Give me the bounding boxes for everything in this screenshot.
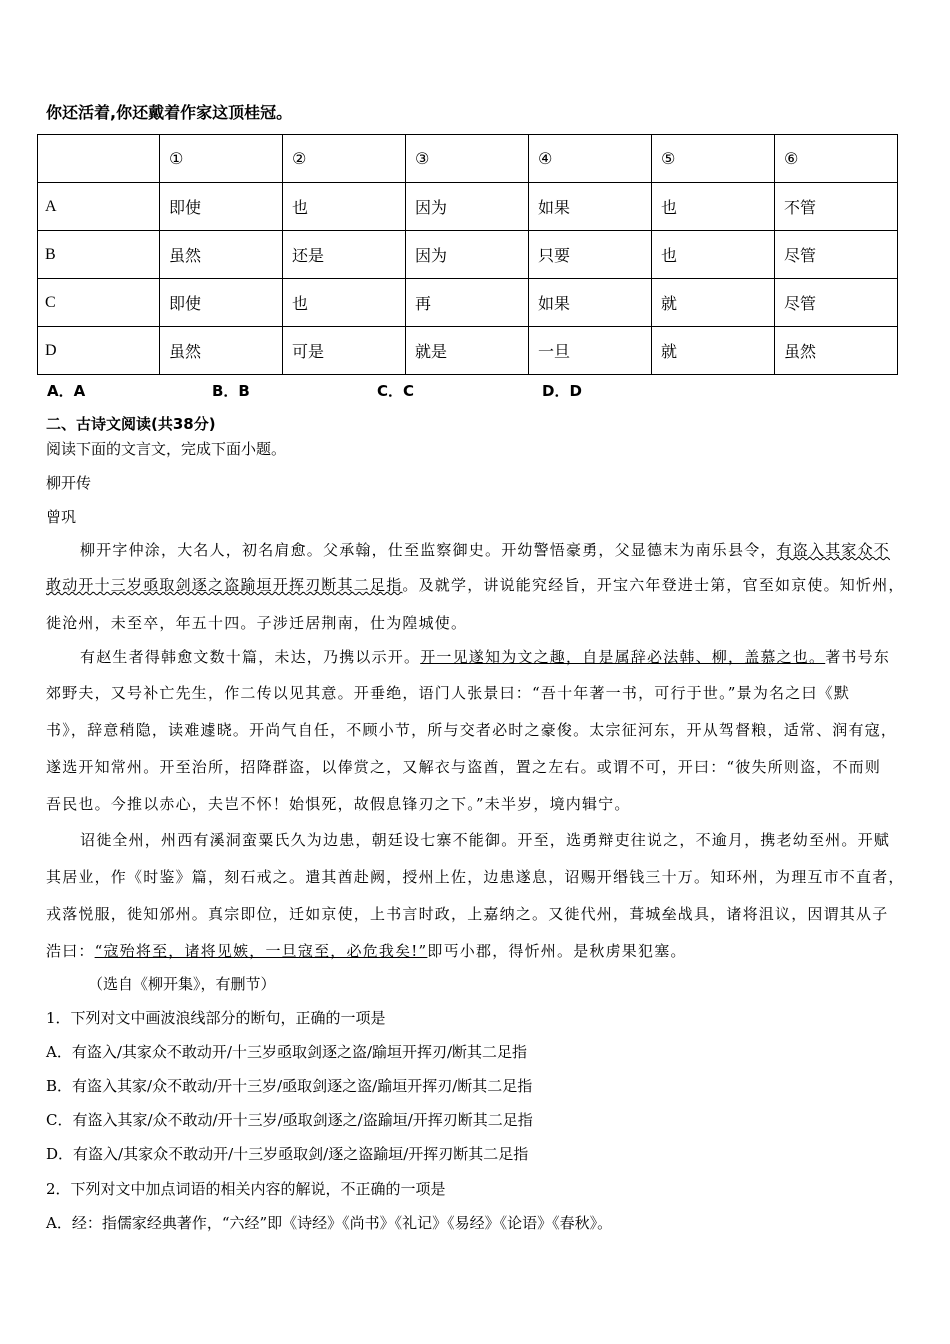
article-author: 曾巩 [46,508,77,526]
answer-choice-b: B．B [212,382,250,400]
source-note: （选自《柳开集》，有删节） [88,975,276,993]
table-row [38,279,898,327]
table-cell: ② [283,135,406,183]
paragraph-line: 诏徙全州，州西有溪洞蛮粟氏久为边患，朝廷设七寨不能御。开至，选勇辩吏往说之，不逾月，携老幼至州。开赋 [80,831,891,849]
table-cell: 再 [406,279,529,327]
paragraph-line: 徙沧州，未至卒，年五十四。子涉迁居荆南，仕为隍城使。 [46,614,468,632]
options-table [37,134,898,375]
table-cell: 一旦 [529,327,652,375]
table-cell: 也 [652,183,775,231]
table-cell: 尽管 [775,231,898,279]
underlined-text: 开一见遂知为文之趣，自是属辞必法韩、柳，盖慕之也。 [420,648,826,666]
question-1-option-a: A．有盗入/其家众不敢动开/十三岁亟取剑逐之盗/踰垣开挥刃/断其二足指 [46,1043,528,1061]
paragraph-line [46,940,687,962]
question-1-option-c: C．有盗入其家/众不敢动/开十三岁/亟取剑逐之/盗踰垣/开挥刃断其二足指 [46,1111,533,1129]
table-cell: 可是 [283,327,406,375]
paragraph-line: 遂选开知常州。开至治所，招降群盗，以俸赏之，又解衣与盗酋，置之左右。或谓不可，开曰：“彼失所则盗，不而则 [46,758,882,776]
paragraph-line: 戎落悦服，徙知邠州。真宗即位，迁如京使，上书言时政，上嘉纳之。又徙代州，葺城垒战具，诸将沮议，因谓其从子 [46,905,889,923]
table-cell: 虽然 [160,327,283,375]
row-label: D [38,327,160,375]
text-span: 。及就学，讲说能究经旨，开宝六年登进士第，官至如京使。知忻州， [402,576,905,594]
text-span: 有赵生者得韩愈文数十篇，未达，乃携以示开。 [80,648,421,666]
paragraph-line: 其居业，作《时鉴》篇，刻石戒之。遣其酋赴阙，授州上佐，边患遂息，诏赐开缗钱三十万。知环州，为理互市不直者， [46,868,905,886]
table-cell: 如果 [529,183,652,231]
article-title: 柳开传 [46,474,92,492]
table-cell: 就 [652,327,775,375]
table-cell: 因为 [406,231,529,279]
table-cell: 还是 [283,231,406,279]
table-cell: ③ [406,135,529,183]
table-row [38,327,898,375]
paragraph-line [80,539,890,561]
table-cell: ① [160,135,283,183]
table-cell: 虽然 [160,231,283,279]
table-cell: ⑤ [652,135,775,183]
row-label: B [38,231,160,279]
table-cell: 即使 [160,183,283,231]
table-row [38,183,898,231]
table-cell: 虽然 [775,327,898,375]
instruction: 阅读下面的文言文，完成下面小题。 [46,440,287,458]
paragraph-line [80,646,890,668]
text-span: 浩曰： [46,942,95,960]
table-header-row [38,135,898,183]
text-span: 即丐小郡，得忻州。是秋虏果犯塞。 [427,942,687,960]
question-1-option-d: D．有盗入/其家众不敢动开/十三岁亟取剑/逐之盗踰垣/开挥刃断其二足指 [46,1145,529,1163]
table-cell: 尽管 [775,279,898,327]
wavy-underline-text: 敢动开十三岁亟取剑逐之盗踰垣开挥刃断其二足指 [46,576,403,594]
table-cell: ⑥ [775,135,898,183]
intro-line: 你还活着,你还戴着作家这顶桂冠。 [46,103,293,122]
question-1-stem: 1．下列对文中画波浪线部分的断句，正确的一项是 [46,1009,386,1027]
table-cell: 只要 [529,231,652,279]
question-2-option-a: A．经：指儒家经典著作，“六经”即《诗经》《尚书》《礼记》《易经》《论语》《春秋》。 [46,1214,613,1232]
text-span: 柳开字仲涂，大名人，初名肩愈。父承翰，仕至监察御史。开幼警悟豪勇，父显德末为南乐县令， [80,541,777,559]
table-row [38,231,898,279]
question-2-stem: 2．下列对文中加点词语的相关内容的解说，不正确的一项是 [46,1180,446,1198]
table-cell: 如果 [529,279,652,327]
wavy-underline-text: 有盗入其家众不 [776,541,891,559]
underlined-text: “寇殆将至，诸将见嫉，一旦寇至，必危我矣!” [94,942,428,960]
paragraph-line: 吾民也。今推以赤心，夫岂不怀！始惧死，故假息锋刃之下。”未半岁，境内辑宁。 [46,795,631,813]
paragraph-line: 书》，辞意稍隐，读难遽晓。开尚气自任，不顾小节，所与交者必时之豪俊。太宗征河东，开从驾督粮，适常、润有寇， [46,721,898,739]
row-label: C [38,279,160,327]
text-span: 著书号东 [825,648,891,666]
table-cell: 就是 [406,327,529,375]
table-cell: 也 [283,279,406,327]
table-cell: 即使 [160,279,283,327]
answer-choice-d: D．D [542,382,582,400]
table-cell: 不管 [775,183,898,231]
paragraph-line: 郊野夫，又号补亡先生，作二传以见其意。开垂绝，语门人张景曰：“吾十年著一书，可行于世。”景为名之曰《默 [46,684,851,702]
table-cell: 也 [283,183,406,231]
row-label: A [38,183,160,231]
paragraph-line [46,574,905,596]
question-1-option-b: B．有盗入其家/众不敢动/开十三岁/亟取剑逐之盗/踰垣开挥刃/断其二足指 [46,1077,533,1095]
answer-choice-c: C．C [377,382,415,400]
answer-choice-a: A．A [47,382,86,400]
answer-choices [0,380,950,402]
table-cell: ④ [529,135,652,183]
table-cell [38,135,160,183]
table-cell: 因为 [406,183,529,231]
table-cell: 也 [652,231,775,279]
section-title: 二、古诗文阅读(共38分) [46,415,216,433]
table-cell: 就 [652,279,775,327]
